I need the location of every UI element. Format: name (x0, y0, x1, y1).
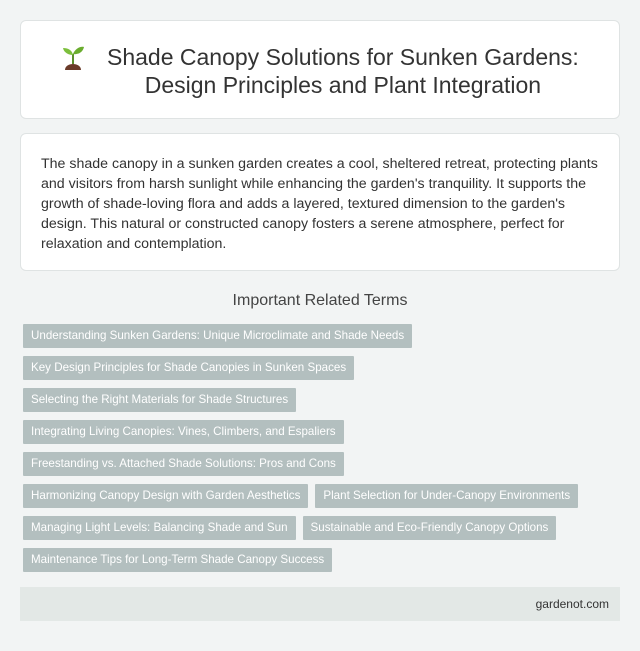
related-terms-list (23, 324, 623, 580)
summary-text: The shade canopy in a sunken garden creates a cool, sheltered retreat, protecting plants and visitors from harsh sunlight while enhancing the garden's tranquility. It supports the growth of shade-loving flora and adds a layered, textured dimension to the garden's design. This natural or constructed canopy fosters a serene atmosphere, perfect for relaxation and contemplation. (41, 156, 598, 252)
tag-row (23, 516, 623, 540)
tag-row (23, 388, 623, 412)
related-term-tag[interactable]: Harmonizing Canopy Design with Garden Aesthetics (23, 484, 308, 508)
tag-row (23, 452, 623, 476)
tag-row (23, 484, 623, 508)
related-term-tag[interactable]: Understanding Sunken Gardens: Unique Microclimate and Shade Needs (23, 324, 412, 348)
tag-row (23, 548, 623, 572)
related-terms-heading: Important Related Terms (232, 292, 408, 309)
title-row (59, 43, 579, 99)
related-term-tag[interactable]: Managing Light Levels: Balancing Shade and Sun (23, 516, 296, 540)
title-card (20, 20, 620, 119)
tag-row (23, 324, 623, 348)
related-term-tag[interactable]: Sustainable and Eco-Friendly Canopy Options (303, 516, 557, 540)
related-term-tag[interactable]: Key Design Principles for Shade Canopies in Sunken Spaces (23, 356, 354, 380)
tag-row (23, 356, 623, 380)
page-title (107, 43, 579, 99)
footer-site-link[interactable]: gardenot.com (535, 597, 609, 611)
related-term-tag[interactable]: Selecting the Right Materials for Shade Structures (23, 388, 296, 412)
title-line-1: Shade Canopy Solutions for Sunken Gardens: (107, 44, 579, 70)
footer (20, 587, 620, 621)
title-line-2: Design Principles and Plant Integration (144, 72, 542, 98)
related-term-tag[interactable]: Maintenance Tips for Long-Term Shade Canopy Success (23, 548, 332, 572)
related-term-tag[interactable]: Integrating Living Canopies: Vines, Climbers, and Espaliers (23, 420, 344, 444)
summary-card (20, 133, 620, 271)
tag-row (23, 420, 623, 444)
sprout-icon (59, 43, 87, 73)
related-term-tag[interactable]: Plant Selection for Under-Canopy Environments (315, 484, 578, 508)
related-term-tag[interactable]: Freestanding vs. Attached Shade Solutions: Pros and Cons (23, 452, 344, 476)
